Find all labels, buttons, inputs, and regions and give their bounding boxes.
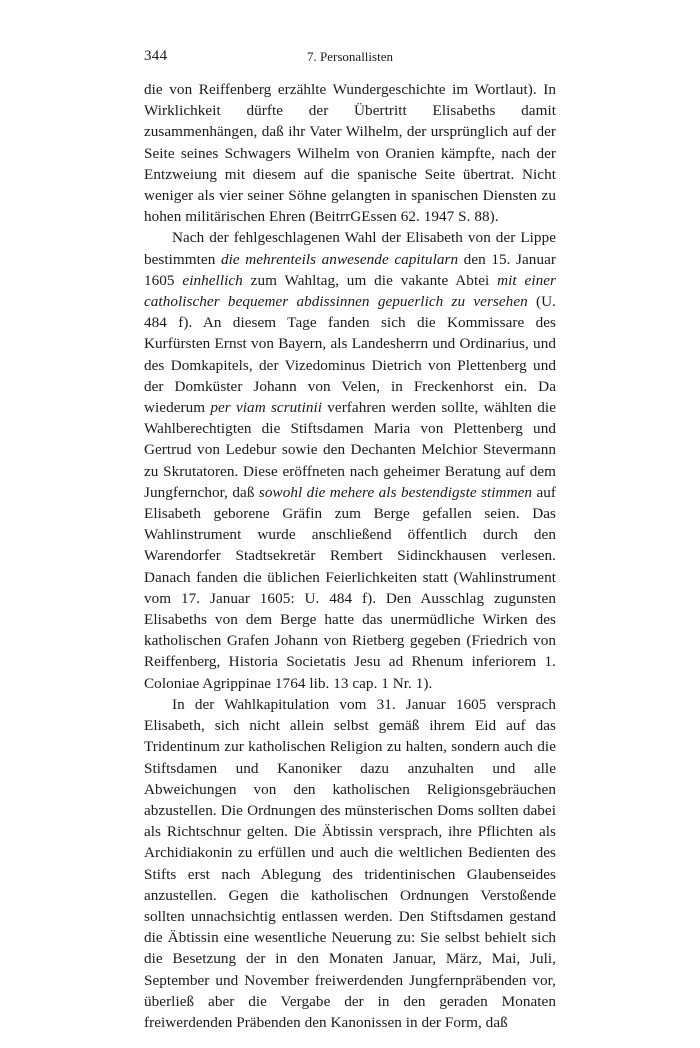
paragraph bbox=[144, 227, 556, 693]
running-head: 7. Personallisten bbox=[307, 49, 393, 64]
italic-quote: sowohl die mehere als bestendigste stimmen bbox=[258, 483, 533, 501]
italic-quote: per viam scrutinii bbox=[210, 399, 323, 417]
paragraph bbox=[144, 79, 556, 227]
text-run: (U. 484 f). An diesem Tage fanden sich die Kommissare des Kurfürsten Ernst von Bayern, als Landesherrn und Ordinarius, und des Domkapitels, der Vizedominus Dietrich von Plettenberg und der Domküster Johann von Velen, in Freckenhorst ein. Da wiederum bbox=[144, 293, 556, 417]
page-number: 344 bbox=[144, 48, 168, 64]
text-run: Nach der fehlgeschlagenen Wahl der Elisabeth von der Lippe bestimmten bbox=[144, 229, 556, 268]
italic-quote: einhellich bbox=[182, 271, 243, 289]
text-run: die von Reiffenberg erzählte Wundergeschichte im Wortlaut). In Wirklichkeit dürfte der Übertritt Elisabeths damit zusammenhängen, daß ihr Vater Wilhelm, der ursprünglich auf der Seite seines Schwagers Wilhelm von Oranien kämpfte, nach der Entzweiung mit diesem auf die spanische Seite übertrat. Nicht weniger als vier seiner Söhne gelangten in spanischen Diensten zu hohen militärischen Ehren (BeitrrGEssen 62. 1947 S. 88). bbox=[144, 81, 556, 226]
page-header bbox=[144, 48, 556, 72]
body-text bbox=[144, 79, 556, 1033]
italic-quote: die mehrenteils anwesende capitularn bbox=[220, 250, 459, 268]
text-run: zum Wahltag, um die vakante Abtei bbox=[242, 271, 498, 289]
text-run: den 15. Januar 1605 bbox=[144, 250, 556, 289]
text-run: verfahren werden sollte, wählten die Wahlberechtigten die Stiftsdamen Maria von Plettenberg und Gertrud von Ledebur sowie den Dechanten Melchior Stevermann zu Skrutatoren. Diese eröffneten nach geheimer Beratung auf dem Jungfernchor, daß bbox=[144, 399, 556, 501]
text-run: In der Wahlkapitulation vom 31. Januar 1605 versprach Elisabeth, sich nicht allein selbst gemäß ihrem Eid auf das Tridentinum zur katholischen Religion zu halten, sondern auch die Stiftsdamen und Kanoniker dazu anzuhalten und alle Abweichungen von den katholischen Religionsgebräuchen abzustellen. Die Ordnungen des münsterischen Doms sollten dabei als Richtschnur gelten. Die Äbtissin versprach, ihre Pflichten als Archidiakonin zu erfüllen und auch die weltlichen Bedienten des Stifts erst nach Ablegung des tridentinischen Glaubenseides anzustellen. Gegen die katholischen Ordnungen Verstoßende sollten unnachsichtig entlassen werden. Den Stiftsdamen gestand die Äbtissin eine wesentliche Neuerung zu: Sie selbst behielt sich die Besetzung der in den Monaten Januar, März, Mai, Juli, September und November freiwerdenden Jungfernpräbenden vor, überließ aber die Vergabe der in den geraden Monaten freiwerdenden Präbenden den Kanonissen in der Form, daß bbox=[144, 695, 556, 1031]
italic-quote: mit einer catholischer bequemer abdissinnen gepuerlich zu versehen bbox=[144, 271, 556, 311]
paragraph bbox=[144, 694, 556, 1033]
text-run: auf Elisabeth geborene Gräfin zum Berge gefallen seien. Das Wahlinstrument wurde anschließend öffentlich durch den Warendorfer Stadtsekretär Rembert Sidinckhausen verlesen. Danach fanden die üblichen Feierlichkeiten statt (Wahlinstrument vom 17. Januar 1605: U. 484 f). Den Ausschlag zugunsten Elisabeths von dem Berge hatte das unermüdliche Wirken des katholischen Grafen Johann von Rietberg gegeben (Friedrich von Reiffenberg, Historia Societatis Jesu ad Rhenum inferiorem 1. Coloniae Agrippinae 1764 lib. 13 cap. 1 Nr. 1). bbox=[144, 483, 556, 692]
